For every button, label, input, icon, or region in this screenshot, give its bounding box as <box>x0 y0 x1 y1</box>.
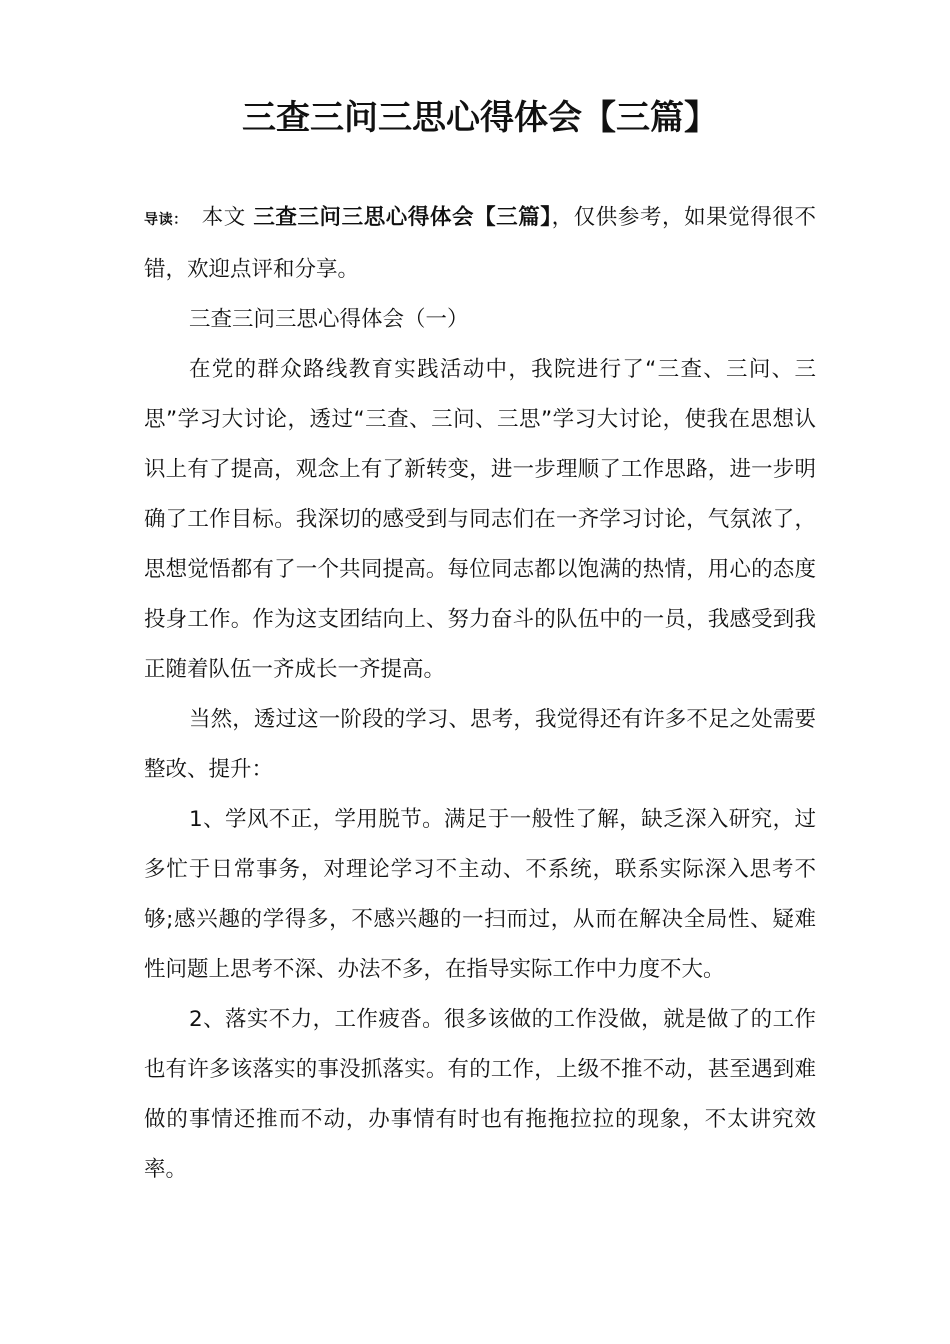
body-paragraph: 当然，透过这一阶段的学习、思考，我觉得还有许多不足之处需要整改、提升： <box>144 707 816 782</box>
lead-suffix: ，仅供参考，如果觉得很不错，欢迎点评和分享。 <box>144 205 816 282</box>
lead-label: 导读： <box>144 212 188 228</box>
body-paragraph: 2、落实不力，工作疲沓。很多该做的工作没做，就是做了的工作也有许多该落实的事没抓落实。有的工作，上级不推不动，甚至遇到难做的事情还推而不动，办事情有时也有拖拖拉拉的现象，不太讲究效率。 <box>144 1007 816 1182</box>
body-paragraph: 1、学风不正，学用脱节。满足于一般性了解，缺乏深入研究，过多忙于日常事务，对理论学习不主动、不系统，联系实际深入思考不够;感兴趣的学得多，不感兴趣的一扫而过，从而在解决全局性、疑难性问题上思考不深、办法不多，在指导实际工作中力度不大。 <box>144 807 816 982</box>
document-title: 三查三问三思心得体会【三篇】 <box>242 98 718 138</box>
lead-prefix: 本文 <box>201 205 254 230</box>
document-body <box>144 193 816 1195</box>
lead-bold-title: 三查三问三思心得体会【三篇】 <box>253 205 552 230</box>
section-heading: 三查三问三思心得体会（一） <box>189 307 469 332</box>
body-paragraph: 在党的群众路线教育实践活动中，我院进行了“三查、三问、三思”学习大讨论，透过“三查、三问、三思”学习大讨论，使我在思想认识上有了提高，观念上有了新转变，进一步理顺了工作思路，进一步明确了工作目标。我深切的感受到与同志们在一齐学习讨论，气氛浓了，思想觉悟都有了一个共同提高。每位同志都以饱满的热情，用心的态度投身工作。作为这支团结向上、努力奋斗的队伍中的一员，我感受到我正随着队伍一齐成长一齐提高。 <box>144 357 816 682</box>
lead-paragraph <box>144 193 816 295</box>
